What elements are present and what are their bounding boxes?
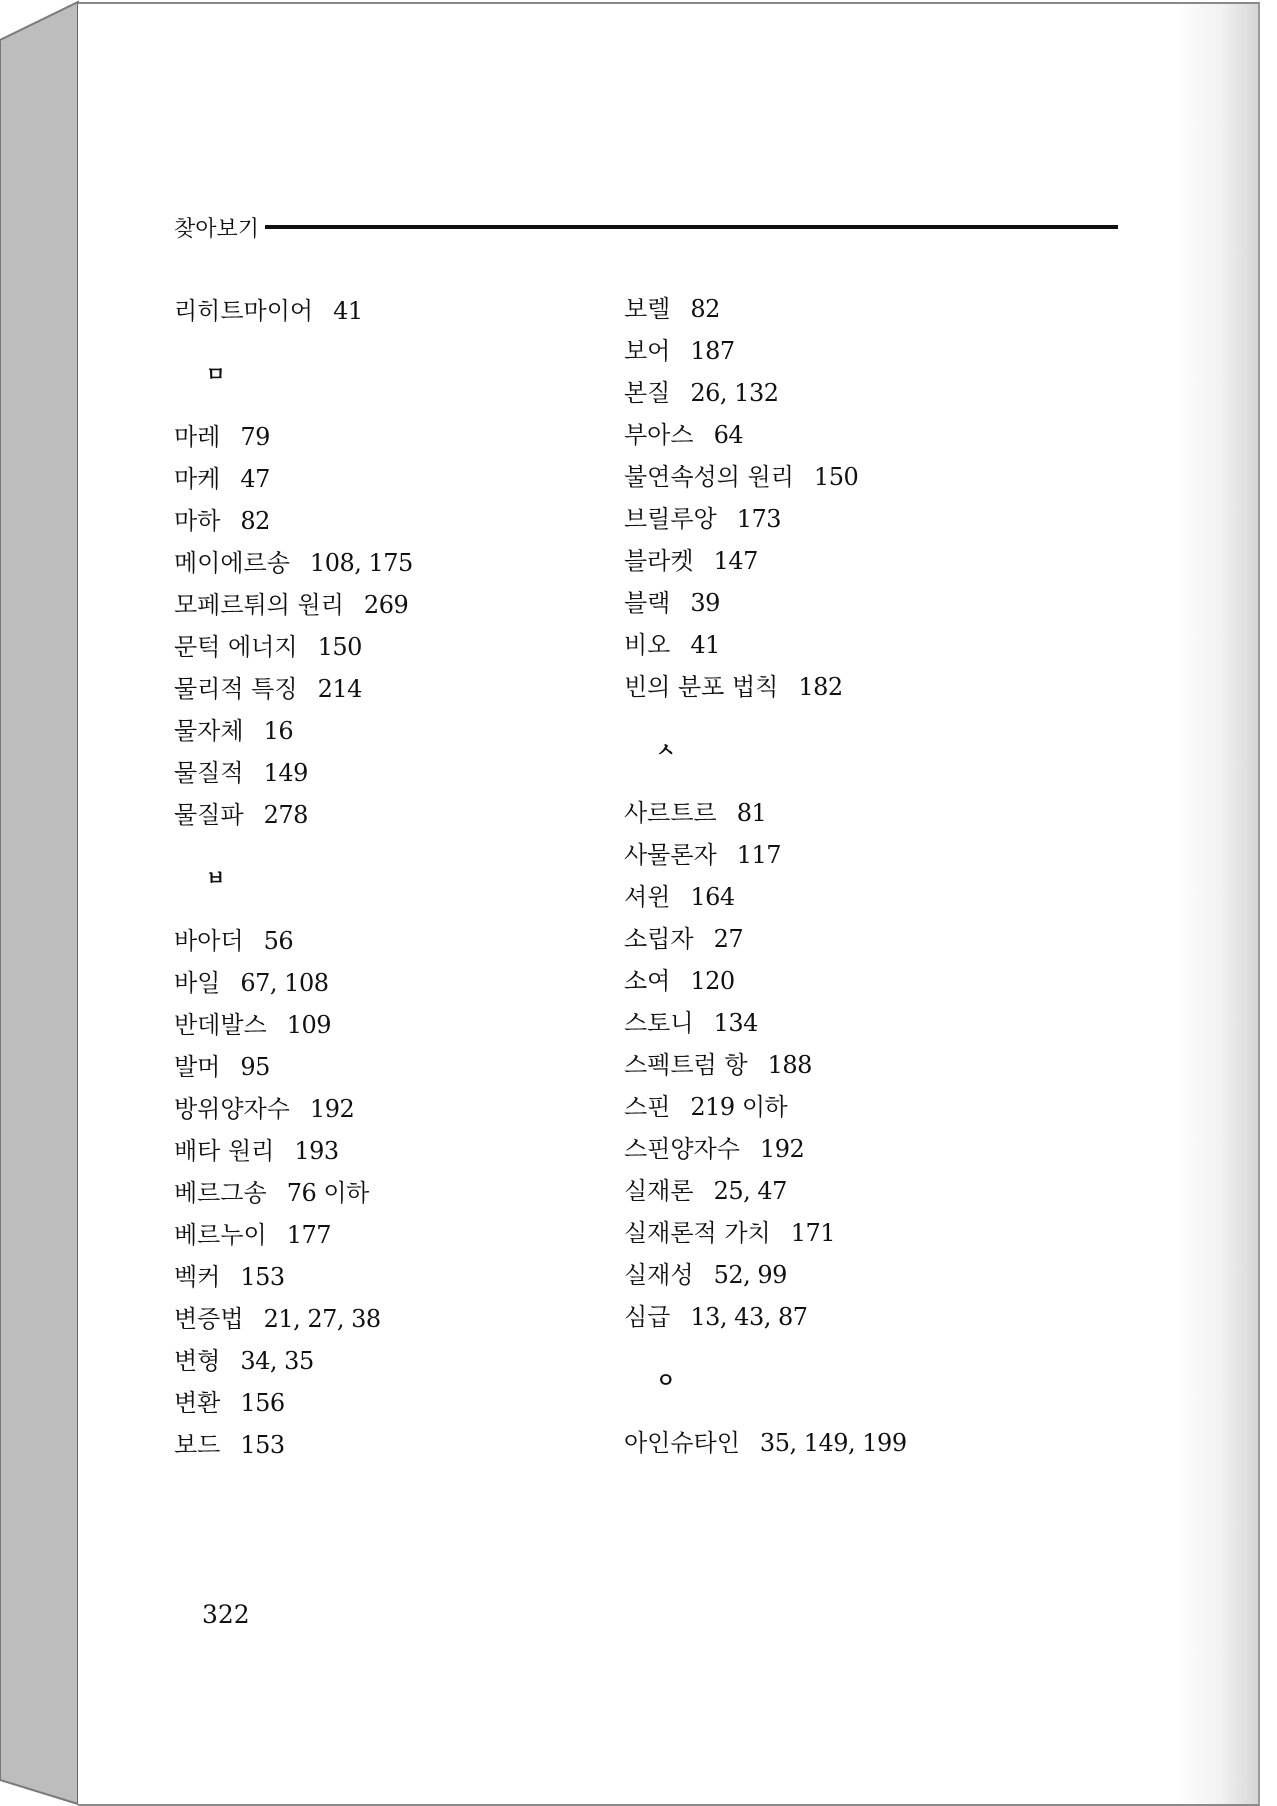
index-column-left bbox=[174, 290, 614, 1466]
index-pages: 156 bbox=[240, 1389, 285, 1417]
header-rule bbox=[265, 225, 1118, 229]
index-pages: 27 bbox=[713, 925, 744, 953]
index-term: 실재론적 가치 bbox=[624, 1219, 771, 1247]
index-term: 배타 원리 bbox=[174, 1137, 275, 1165]
index-entry bbox=[624, 1254, 1064, 1296]
index-term: 소립자 bbox=[624, 925, 694, 953]
index-term: 변형 bbox=[174, 1347, 221, 1375]
header-title: 찾아보기 bbox=[174, 216, 260, 242]
index-column-right bbox=[624, 288, 1064, 1464]
index-pages: 173 bbox=[736, 505, 782, 533]
index-term: 심급 bbox=[624, 1303, 671, 1331]
index-section-heading: ㅅ bbox=[656, 738, 676, 762]
index-term: 방위양자수 bbox=[174, 1095, 290, 1123]
index-term: 모페르튀의 원리 bbox=[174, 591, 344, 619]
index-entry bbox=[624, 1002, 1064, 1044]
index-term: 마레 bbox=[174, 423, 221, 451]
index-entry bbox=[174, 1382, 614, 1424]
index-pages: 134 bbox=[713, 1009, 758, 1037]
index-pages: 219 이하 bbox=[690, 1093, 788, 1121]
index-term: 베르그송 bbox=[174, 1179, 267, 1207]
index-entry bbox=[174, 1214, 614, 1256]
index-entry bbox=[624, 624, 1064, 666]
index-pages: 149 bbox=[263, 759, 308, 787]
index-term: 비오 bbox=[624, 631, 671, 659]
index-entry bbox=[624, 876, 1064, 918]
index-pages: 192 bbox=[759, 1135, 805, 1163]
index-term: 셔윈 bbox=[624, 883, 671, 911]
index-entry bbox=[624, 1296, 1064, 1338]
index-entry bbox=[174, 626, 614, 668]
index-entry bbox=[624, 288, 1064, 330]
index-entry bbox=[624, 372, 1064, 414]
index-entry bbox=[174, 1004, 614, 1046]
index-term: 스핀양자수 bbox=[624, 1135, 740, 1163]
index-pages: 81 bbox=[736, 799, 767, 827]
index-pages: 177 bbox=[286, 1221, 332, 1249]
index-pages: 147 bbox=[713, 547, 758, 575]
index-pages: 52, 99 bbox=[713, 1261, 787, 1289]
index-term: 스펙트럼 항 bbox=[624, 1051, 748, 1079]
index-term: 사르트르 bbox=[624, 799, 717, 827]
index-term: 소여 bbox=[624, 967, 671, 995]
index-entry bbox=[174, 1340, 614, 1382]
index-pages: 164 bbox=[690, 883, 735, 911]
book-spine bbox=[0, 0, 80, 1806]
index-entry bbox=[174, 752, 614, 794]
index-term: 리히트마이어 bbox=[174, 297, 314, 325]
index-term: 블랙 bbox=[624, 589, 671, 617]
index-pages: 76 이하 bbox=[286, 1179, 369, 1207]
index-entry bbox=[624, 1422, 1064, 1464]
index-entry bbox=[624, 1044, 1064, 1086]
index-term: 브릴루앙 bbox=[624, 505, 717, 533]
running-header bbox=[174, 207, 1118, 247]
index-term: 바아더 bbox=[174, 927, 244, 955]
index-term: 불연속성의 원리 bbox=[624, 463, 794, 491]
index-entry bbox=[624, 666, 1064, 708]
index-entry bbox=[624, 792, 1064, 834]
index-entry bbox=[624, 918, 1064, 960]
index-entry bbox=[624, 1086, 1064, 1128]
index-entry bbox=[624, 1212, 1064, 1254]
index-entry bbox=[174, 1424, 614, 1466]
index-term: 빈의 분포 법칙 bbox=[624, 673, 779, 701]
index-term: 벡커 bbox=[174, 1263, 221, 1291]
index-pages: 95 bbox=[240, 1053, 270, 1081]
index-term: 보어 bbox=[624, 337, 671, 365]
index-pages: 150 bbox=[317, 633, 362, 661]
index-pages: 182 bbox=[798, 673, 843, 701]
index-pages: 79 bbox=[240, 423, 270, 451]
index-pages: 56 bbox=[263, 927, 294, 955]
index-pages: 34, 35 bbox=[240, 1347, 314, 1375]
index-entry bbox=[174, 710, 614, 752]
index-term: 메이에르송 bbox=[174, 549, 290, 577]
index-term: 스토니 bbox=[624, 1009, 694, 1037]
index-term: 변환 bbox=[174, 1389, 221, 1417]
index-term: 변증법 bbox=[174, 1305, 244, 1333]
index-entry bbox=[174, 542, 614, 584]
index-term: 물자체 bbox=[174, 717, 244, 745]
index-term: 본질 bbox=[624, 379, 671, 407]
index-pages: 117 bbox=[736, 841, 782, 869]
index-entry bbox=[174, 290, 614, 332]
index-entry bbox=[174, 1256, 614, 1298]
index-pages: 278 bbox=[263, 801, 308, 829]
index-term: 물질파 bbox=[174, 801, 244, 829]
index-term: 보드 bbox=[174, 1431, 221, 1459]
index-pages: 171 bbox=[790, 1219, 836, 1247]
index-term: 마하 bbox=[174, 507, 221, 535]
index-pages: 41 bbox=[690, 631, 720, 659]
index-section-heading: ㅇ bbox=[656, 1368, 676, 1392]
index-pages: 82 bbox=[690, 295, 720, 323]
index-entry bbox=[174, 794, 614, 836]
index-pages: 39 bbox=[690, 589, 720, 617]
index-entry bbox=[624, 582, 1064, 624]
index-pages: 16 bbox=[263, 717, 294, 745]
index-pages: 21, 27, 38 bbox=[263, 1305, 381, 1333]
index-pages: 187 bbox=[690, 337, 735, 365]
index-entry bbox=[174, 1172, 614, 1214]
index-term: 부아스 bbox=[624, 421, 694, 449]
index-pages: 41 bbox=[333, 297, 363, 325]
index-term: 바일 bbox=[174, 969, 221, 997]
index-term: 블라켓 bbox=[624, 547, 694, 575]
index-term: 보렐 bbox=[624, 295, 671, 323]
index-entry bbox=[174, 1046, 614, 1088]
index-entry bbox=[174, 1088, 614, 1130]
index-pages: 26, 132 bbox=[690, 379, 779, 407]
index-entry bbox=[174, 668, 614, 710]
index-section-heading: ㅂ bbox=[206, 866, 226, 890]
index-entry bbox=[174, 1298, 614, 1340]
index-pages: 67, 108 bbox=[240, 969, 329, 997]
index-entry bbox=[174, 920, 614, 962]
index-pages: 188 bbox=[767, 1051, 812, 1079]
index-term: 물질적 bbox=[174, 759, 244, 787]
index-pages: 150 bbox=[813, 463, 859, 491]
index-pages: 25, 47 bbox=[713, 1177, 787, 1205]
index-entry bbox=[624, 960, 1064, 1002]
index-term: 실재성 bbox=[624, 1261, 694, 1289]
index-term: 아인슈타인 bbox=[624, 1429, 740, 1457]
page-number: 322 bbox=[202, 1600, 250, 1629]
index-entry bbox=[174, 584, 614, 626]
index-entry bbox=[174, 416, 614, 458]
index-pages: 35, 149, 199 bbox=[759, 1429, 907, 1457]
index-entry bbox=[624, 1170, 1064, 1212]
index-entry bbox=[624, 498, 1064, 540]
index-pages: 153 bbox=[240, 1263, 285, 1291]
index-entry bbox=[624, 1128, 1064, 1170]
index-pages: 269 bbox=[363, 591, 409, 619]
index-pages: 108, 175 bbox=[309, 549, 413, 577]
index-term: 사물론자 bbox=[624, 841, 717, 869]
index-pages: 82 bbox=[240, 507, 270, 535]
index-term: 마케 bbox=[174, 465, 221, 493]
index-entry bbox=[624, 330, 1064, 372]
index-pages: 214 bbox=[317, 675, 362, 703]
index-entry bbox=[624, 456, 1064, 498]
index-pages: 120 bbox=[690, 967, 735, 995]
index-pages: 13, 43, 87 bbox=[690, 1303, 808, 1331]
index-entry bbox=[624, 834, 1064, 876]
index-entry bbox=[624, 414, 1064, 456]
index-term: 발머 bbox=[174, 1053, 221, 1081]
index-entry bbox=[174, 1130, 614, 1172]
index-term: 베르누이 bbox=[174, 1221, 267, 1249]
index-entry bbox=[174, 458, 614, 500]
index-pages: 109 bbox=[286, 1011, 332, 1039]
index-term: 실재론 bbox=[624, 1177, 694, 1205]
index-term: 반데발스 bbox=[174, 1011, 267, 1039]
index-pages: 64 bbox=[713, 421, 744, 449]
index-pages: 47 bbox=[240, 465, 270, 493]
index-pages: 193 bbox=[294, 1137, 339, 1165]
index-pages: 192 bbox=[309, 1095, 355, 1123]
index-term: 물리적 특징 bbox=[174, 675, 298, 703]
index-term: 스핀 bbox=[624, 1093, 671, 1121]
index-term: 문턱 에너지 bbox=[174, 633, 298, 661]
index-entry bbox=[174, 962, 614, 1004]
index-entry bbox=[624, 540, 1064, 582]
index-pages: 153 bbox=[240, 1431, 285, 1459]
index-entry bbox=[174, 500, 614, 542]
index-section-heading: ㅁ bbox=[206, 362, 226, 386]
